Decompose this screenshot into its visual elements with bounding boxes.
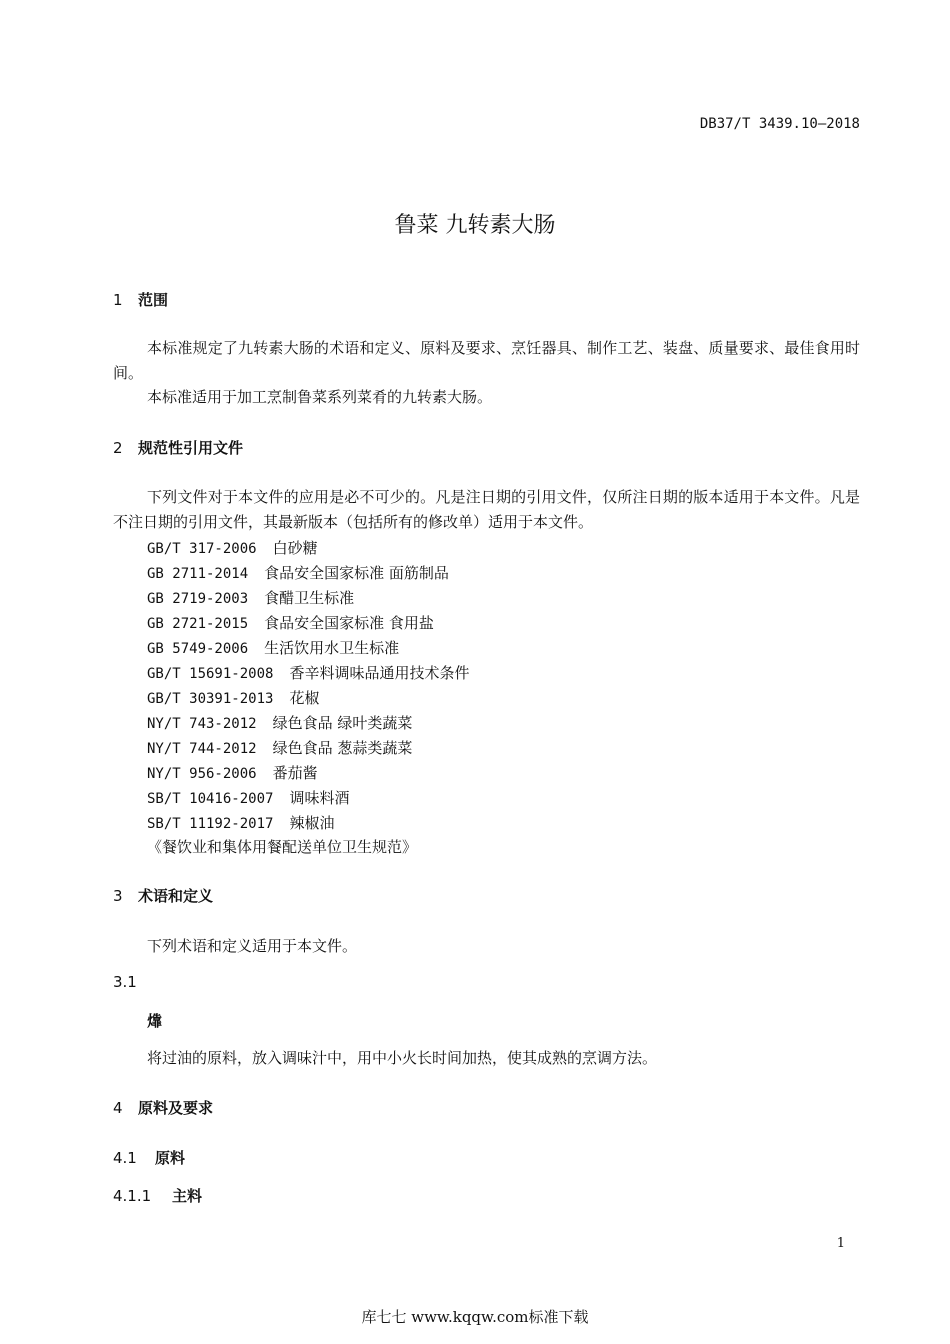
reference-title: 香辛料调味品通用技术条件 [289, 664, 470, 682]
reference-title: 白砂糖 [272, 539, 318, 557]
section-number: 3 [113, 887, 123, 905]
watermark-footer: 库七七 www.kqqw.com标准下载 [361, 1308, 589, 1326]
reference-item [147, 612, 434, 633]
section-label: 原料及要求 [138, 1099, 214, 1117]
document-title: 鲁菜 九转素大肠 [394, 213, 556, 238]
section-label: 术语和定义 [138, 887, 214, 905]
subsection-heading-raw-materials [113, 1147, 185, 1168]
section-heading-scope [113, 289, 168, 310]
reference-code: GB 2721-2015 [147, 616, 249, 632]
section-number: 2 [113, 439, 123, 457]
scope-paragraph-1: 本标准规定了九转素大肠的术语和定义、原料及要求、烹饪器具、制作工艺、装盘、质量要求、最佳食用时间。 [113, 339, 860, 382]
section-number: 4.1 [113, 1149, 137, 1167]
term-number: 3.1 [113, 973, 137, 991]
references-intro: 下列文件对于本文件的应用是必不可少的。凡是注日期的引用文件，仅所注日期的版本适用于本文件。凡是不注日期的引用文件，其最新版本（包括所有的修改单）适用于本文件。 [113, 488, 860, 531]
section-heading-references [113, 437, 243, 458]
reference-item [147, 587, 354, 608]
section-number: 4.1.1 [113, 1187, 152, 1205]
term-definition: 将过油的原料，放入调味汁中，用中小火长时间加热，使其成熟的烹调方法。 [147, 1049, 658, 1067]
reference-item [147, 787, 349, 808]
reference-title: 调味料酒 [289, 789, 350, 807]
section-label: 原料 [155, 1149, 186, 1167]
reference-code: GB/T 15691-2008 [147, 666, 274, 682]
reference-code: GB 2719-2003 [147, 591, 249, 607]
section-number: 1 [113, 291, 123, 309]
reference-item [147, 687, 319, 708]
scope-paragraph-2: 本标准适用于加工烹制鲁菜系列菜肴的九转素大肠。 [147, 388, 493, 406]
section-heading-materials [113, 1097, 213, 1118]
section-label: 规范性引用文件 [138, 439, 244, 457]
reference-title: 番茄酱 [272, 764, 318, 782]
reference-code: NY/T 744-2012 [147, 741, 257, 757]
reference-title: 辣椒油 [289, 814, 335, 832]
reference-item [147, 812, 334, 833]
reference-item [147, 737, 412, 758]
reference-title: 生活饮用水卫生标准 [264, 639, 400, 657]
term-name: 㸆 [147, 1012, 163, 1030]
reference-title: 花椒 [289, 689, 320, 707]
reference-code: GB/T 317-2006 [147, 541, 257, 557]
reference-item [147, 562, 449, 583]
reference-item [147, 637, 399, 658]
section-label: 范围 [138, 291, 169, 309]
section-number: 4 [113, 1099, 123, 1117]
reference-title: 食品安全国家标准 面筋制品 [264, 564, 449, 582]
reference-code: GB/T 30391-2013 [147, 691, 274, 707]
reference-extra: 《餐饮业和集体用餐配送单位卫生规范》 [147, 838, 418, 856]
reference-code: SB/T 10416-2007 [147, 791, 274, 807]
reference-code: GB 5749-2006 [147, 641, 249, 657]
reference-code: NY/T 956-2006 [147, 766, 257, 782]
reference-title: 绿色食品 绿叶类蔬菜 [272, 714, 413, 732]
reference-code: NY/T 743-2012 [147, 716, 257, 732]
reference-code: SB/T 11192-2017 [147, 816, 274, 832]
reference-item [147, 712, 412, 733]
standard-code: DB37/T 3439.10—2018 [699, 116, 860, 132]
page-number: 1 [836, 1236, 845, 1251]
section-label: 主料 [172, 1187, 203, 1205]
reference-title: 食醋卫生标准 [264, 589, 355, 607]
reference-code: GB 2711-2014 [147, 566, 249, 582]
reference-item [147, 537, 318, 558]
reference-title: 食品安全国家标准 食用盐 [264, 614, 434, 632]
section-heading-terms [113, 885, 213, 906]
terms-intro: 下列术语和定义适用于本文件。 [147, 937, 358, 955]
reference-item [147, 762, 318, 783]
reference-item [147, 662, 469, 683]
subsection-heading-main-ingredient [113, 1185, 202, 1206]
reference-title: 绿色食品 葱蒜类蔬菜 [272, 739, 413, 757]
